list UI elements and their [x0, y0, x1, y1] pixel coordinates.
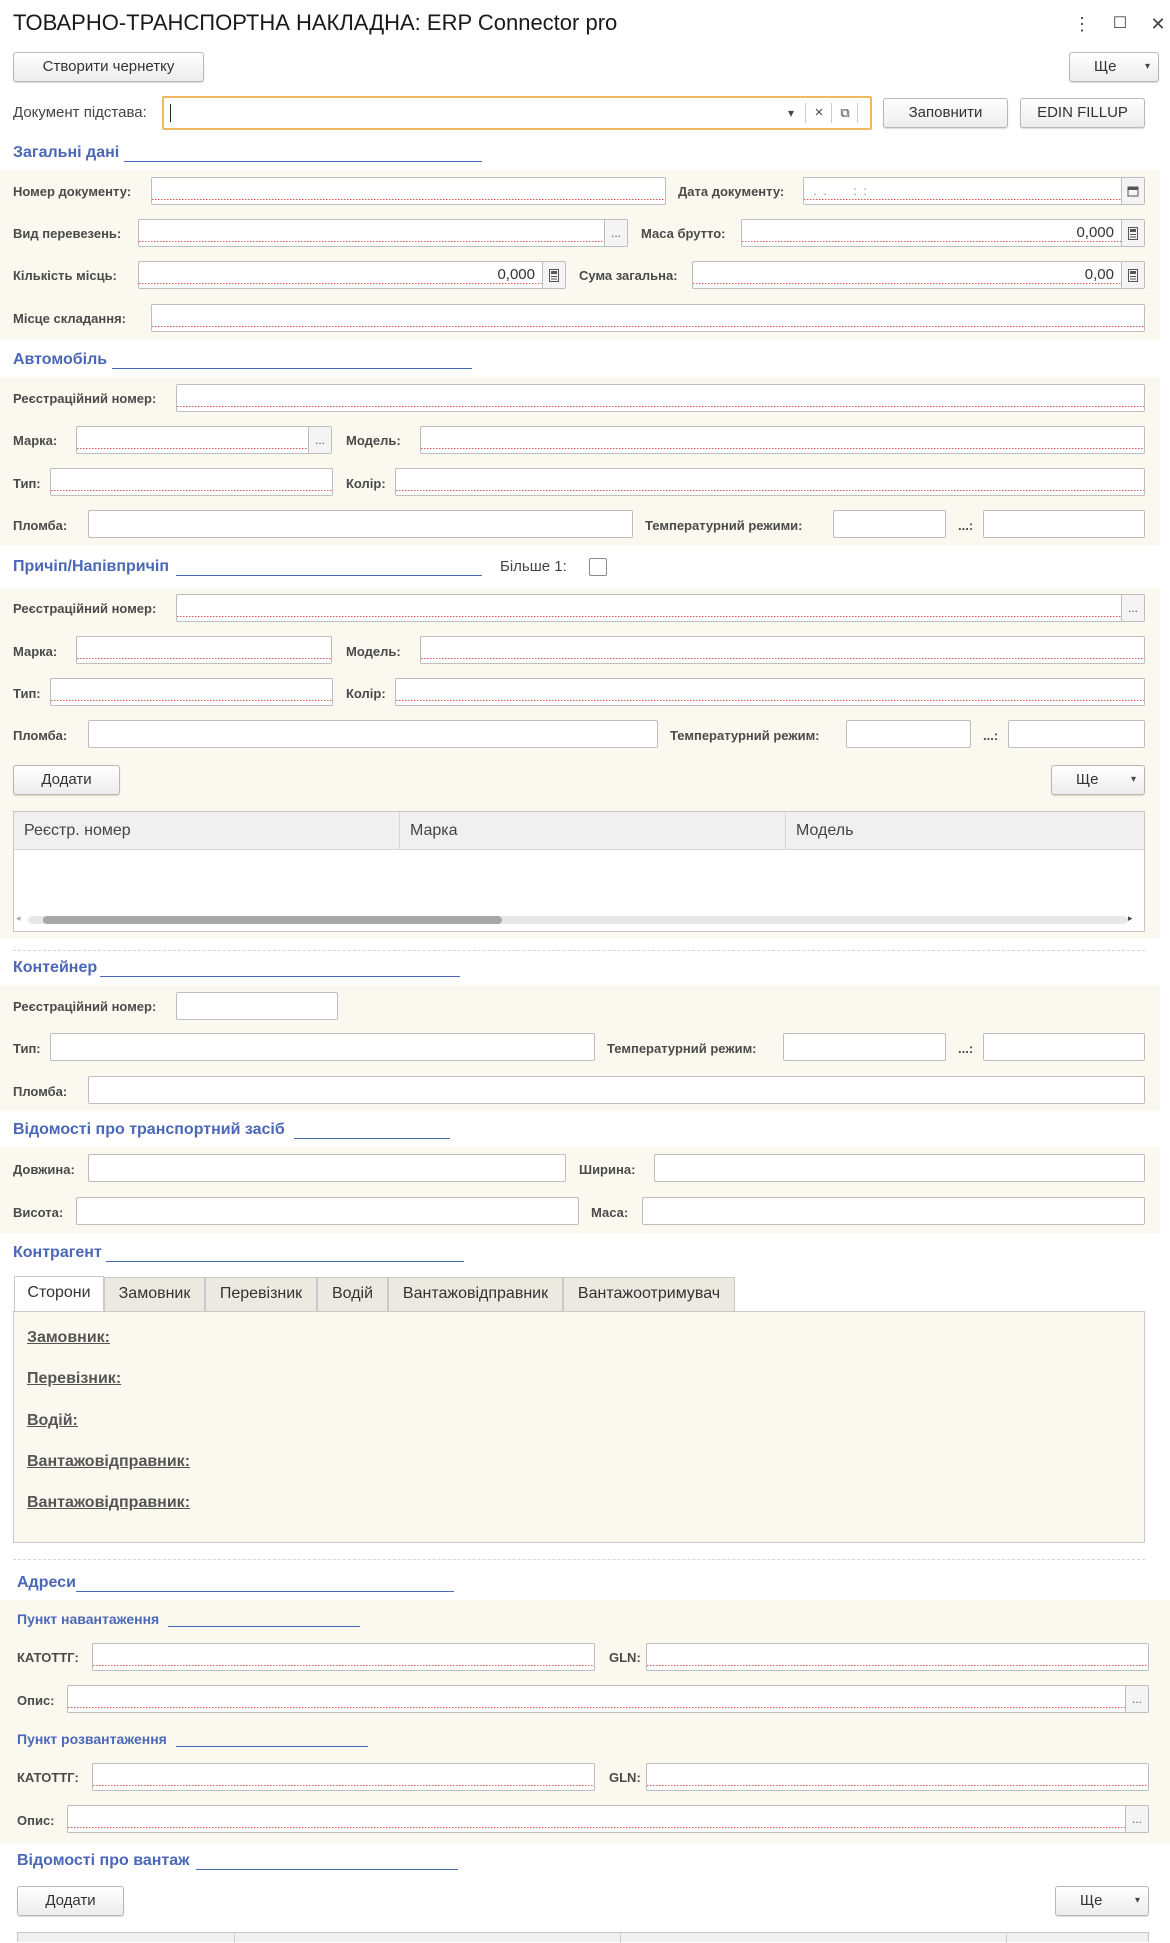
loading-point-underline	[168, 1626, 360, 1627]
trailer-more-button[interactable]	[1051, 765, 1145, 795]
trailer-brand-input[interactable]	[76, 636, 332, 664]
driver-link[interactable]: Водій:	[27, 1412, 78, 1429]
loading-desc-input[interactable]	[67, 1685, 1149, 1713]
unloading-point-underline	[176, 1746, 368, 1747]
trailer-add-label: Додати	[41, 771, 92, 788]
total-sum-input[interactable]	[692, 261, 1145, 289]
container-type-input[interactable]	[50, 1033, 595, 1061]
container-seal-input[interactable]	[88, 1076, 1145, 1104]
place-label: Місце складання:	[13, 311, 126, 326]
more-button[interactable]	[1069, 52, 1159, 82]
tab-consignee[interactable]: Вантажоотримувач	[563, 1277, 735, 1311]
trailer-temp-from-input[interactable]	[846, 720, 971, 748]
container-temp-to-input[interactable]	[983, 1033, 1145, 1061]
vehicle-model-input[interactable]	[420, 426, 1145, 454]
cargo-table-header	[17, 1932, 1149, 1942]
vehicle-temp-label: Температурний режими:	[645, 518, 803, 533]
fill-label: Заповнити	[908, 104, 983, 121]
vehicle-info-section-underline	[294, 1138, 450, 1139]
calculator-icon[interactable]	[1121, 261, 1145, 289]
calculator-icon[interactable]	[542, 261, 566, 289]
trailer-temp-to-input[interactable]	[1008, 720, 1145, 748]
unloading-gln-label: GLN:	[609, 1770, 641, 1785]
dropdown-icon[interactable]: ▾	[787, 106, 795, 120]
container-section-title: Контейнер	[13, 959, 98, 976]
container-temp-separator: ...:	[958, 1041, 974, 1056]
trailer-seal-input[interactable]	[88, 720, 658, 748]
unloading-katottg-input[interactable]	[92, 1763, 595, 1791]
chevron-down-icon: ▾	[1144, 61, 1150, 72]
column-header[interactable]: Марка	[400, 812, 786, 850]
length-input[interactable]	[88, 1154, 566, 1182]
container-temp-label: Температурний режим:	[607, 1041, 757, 1056]
container-temp-from-input[interactable]	[783, 1033, 946, 1061]
select-icon[interactable]: ...	[1125, 1805, 1149, 1833]
unloading-gln-input[interactable]	[646, 1763, 1149, 1791]
vehicle-brand-label: Марка:	[13, 433, 58, 448]
scroll-right-icon[interactable]: ▸	[1128, 913, 1133, 923]
unloading-point-title: Пункт розвантаження	[17, 1731, 167, 1747]
cargo-add-button[interactable]	[17, 1886, 124, 1916]
trailer-add-button[interactable]	[13, 765, 120, 795]
places-label: Кількість місць:	[13, 268, 117, 283]
more-than-one-checkbox[interactable]	[589, 558, 607, 576]
vehicle-model-label: Модель:	[346, 433, 401, 448]
select-icon[interactable]: ...	[308, 426, 332, 454]
vehicle-seal-label: Пломба:	[13, 518, 68, 533]
tab-customer[interactable]: Замовник	[104, 1277, 205, 1311]
counterparty-section-title: Контрагент	[13, 1244, 102, 1261]
trailer-color-label: Колір:	[346, 686, 386, 701]
vehicle-info-section-title: Відомості про транспортний засіб	[13, 1121, 285, 1138]
vehicle-reg-input[interactable]	[176, 384, 1145, 412]
open-icon[interactable]: ⧉	[840, 105, 850, 120]
loading-point-title: Пункт навантаження	[17, 1611, 160, 1627]
close-icon[interactable]: ✕	[1150, 14, 1166, 34]
divider	[13, 1559, 1145, 1560]
places-value: 0,000	[497, 266, 535, 283]
divider	[13, 950, 1145, 951]
edin-fillup-button[interactable]	[1020, 98, 1145, 128]
select-icon[interactable]: ...	[1121, 594, 1145, 622]
vehicle-temp-to-input[interactable]	[983, 510, 1145, 538]
basis-label: Документ підстава:	[13, 104, 147, 121]
mass-label: Маса:	[591, 1205, 629, 1220]
unloading-desc-label: Опис:	[17, 1813, 55, 1828]
mass-input[interactable]	[642, 1197, 1145, 1225]
more-than-one-label: Більше 1:	[500, 558, 567, 575]
cargo-section-title: Відомості про вантаж	[17, 1852, 190, 1869]
trailer-model-input[interactable]	[420, 636, 1145, 664]
unloading-katottg-label: КАТОТТГ:	[17, 1770, 79, 1785]
tab-shipper[interactable]: Вантажовідправник	[388, 1277, 563, 1311]
vehicle-seal-input[interactable]	[88, 510, 633, 538]
cargo-add-label: Додати	[45, 1892, 96, 1909]
doc-date-label: Дата документу:	[678, 184, 785, 199]
vehicle-temp-separator: ...:	[958, 518, 974, 533]
trailer-section-underline	[176, 575, 482, 576]
trailer-type-input[interactable]	[50, 678, 333, 706]
select-icon[interactable]: ...	[1125, 1685, 1149, 1713]
column-header[interactable]: Модель	[786, 812, 1144, 850]
height-label: Висота:	[13, 1205, 64, 1220]
trailer-color-input[interactable]	[395, 678, 1145, 706]
gross-mass-label: Маса брутто:	[641, 226, 726, 241]
counterparty-section-underline	[106, 1261, 464, 1262]
trailer-reg-input[interactable]	[176, 594, 1145, 622]
calendar-icon[interactable]	[1121, 177, 1145, 205]
container-type-label: Тип:	[13, 1041, 41, 1056]
vehicle-reg-label: Реєстраційний номер:	[13, 391, 157, 406]
basis-input[interactable]	[162, 96, 872, 130]
vehicle-color-input[interactable]	[395, 468, 1145, 496]
container-reg-input[interactable]	[176, 992, 338, 1020]
edin-fillup-label: EDIN FILLUP	[1037, 104, 1128, 121]
transport-type-label: Вид перевезень:	[13, 226, 122, 241]
tab-driver[interactable]: Водій	[317, 1277, 388, 1311]
height-input[interactable]	[76, 1197, 579, 1225]
trailer-model-label: Модель:	[346, 644, 401, 659]
scroll-left-icon[interactable]: ◂	[16, 913, 21, 923]
text-cursor	[170, 104, 171, 122]
cargo-more-button[interactable]	[1055, 1886, 1149, 1916]
total-sum-value: 0,00	[1084, 266, 1114, 283]
create-draft-button[interactable]	[13, 52, 204, 82]
cargo-section-underline	[196, 1869, 458, 1870]
window-title: ТОВАРНО-ТРАНСПОРТНА НАКЛАДНА: ERP Connector pro	[13, 10, 618, 35]
general-section-underline	[124, 161, 482, 162]
place-input[interactable]	[151, 304, 1145, 332]
cargo-more-label: Ще	[1080, 1892, 1103, 1909]
column-header[interactable]: Реєстр. номер	[14, 812, 400, 850]
vehicle-section-title: Автомобіль	[13, 351, 108, 368]
width-input[interactable]	[654, 1154, 1145, 1182]
chevron-down-icon: ▾	[1134, 1895, 1140, 1906]
container-reg-label: Реєстраційний номер:	[13, 999, 157, 1014]
doc-number-input[interactable]	[151, 177, 666, 205]
vehicle-type-input[interactable]	[50, 468, 333, 496]
loading-katottg-input[interactable]	[92, 1643, 595, 1671]
addresses-section-title: Адреси	[17, 1574, 76, 1591]
loading-gln-input[interactable]	[646, 1643, 1149, 1671]
trailer-temp-label: Температурний режим:	[670, 728, 820, 743]
more-label: Ще	[1094, 58, 1117, 75]
calculator-icon[interactable]	[1121, 219, 1145, 247]
clear-icon[interactable]: ×	[814, 104, 824, 121]
addresses-section-underline	[76, 1591, 454, 1592]
loading-gln-label: GLN:	[609, 1650, 641, 1665]
customer-link[interactable]: Замовник:	[27, 1329, 110, 1346]
unloading-desc-input[interactable]	[67, 1805, 1149, 1833]
doc-number-label: Номер документу:	[13, 184, 132, 199]
gross-mass-input[interactable]	[741, 219, 1145, 247]
vehicle-type-label: Тип:	[13, 476, 41, 491]
transport-type-input[interactable]	[138, 219, 628, 247]
trailer-brand-label: Марка:	[13, 644, 58, 659]
vehicle-color-label: Колір:	[346, 476, 386, 491]
more-menu-icon[interactable]: ⋮	[1073, 14, 1091, 34]
width-label: Ширина:	[579, 1162, 636, 1177]
horizontal-scrollbar-thumb[interactable]	[43, 916, 502, 924]
chevron-down-icon: ▾	[1130, 774, 1136, 785]
trailer-more-label: Ще	[1076, 771, 1099, 788]
total-sum-label: Сума загальна:	[579, 268, 678, 283]
doc-date-input[interactable]	[803, 177, 1145, 205]
tab-carrier[interactable]: Перевізник	[205, 1277, 317, 1311]
container-seal-label: Пломба:	[13, 1084, 68, 1099]
fill-button[interactable]	[883, 98, 1008, 128]
general-section-title: Загальні дані	[13, 144, 120, 161]
length-label: Довжина:	[13, 1162, 75, 1177]
carrier-link[interactable]: Перевізник:	[27, 1370, 122, 1387]
doc-date-value: . . : :	[810, 184, 867, 198]
select-icon[interactable]: ...	[604, 219, 628, 247]
trailer-section-title: Причіп/Напівпричіп	[13, 558, 170, 575]
tab-sides[interactable]: Сторони	[14, 1276, 104, 1312]
vehicle-section-underline	[112, 368, 472, 369]
places-input[interactable]	[138, 261, 566, 289]
shipper-link-2[interactable]: Вантажовідправник:	[27, 1494, 191, 1511]
trailer-table	[13, 811, 1145, 932]
loading-katottg-label: КАТОТТГ:	[17, 1650, 79, 1665]
trailer-type-label: Тип:	[13, 686, 41, 701]
container-section-underline	[100, 976, 460, 977]
maximize-icon[interactable]: ☐	[1112, 15, 1128, 32]
vehicle-brand-input[interactable]	[76, 426, 332, 454]
vehicle-temp-from-input[interactable]	[833, 510, 946, 538]
trailer-seal-label: Пломба:	[13, 728, 68, 743]
create-draft-label: Створити чернетку	[42, 58, 175, 75]
gross-mass-value: 0,000	[1076, 224, 1114, 241]
counterparty-tab-panel	[13, 1311, 1145, 1543]
trailer-reg-label: Реєстраційний номер:	[13, 601, 157, 616]
shipper-link[interactable]: Вантажовідправник:	[27, 1453, 191, 1470]
trailer-temp-separator: ...:	[983, 728, 999, 743]
loading-desc-label: Опис:	[17, 1693, 55, 1708]
